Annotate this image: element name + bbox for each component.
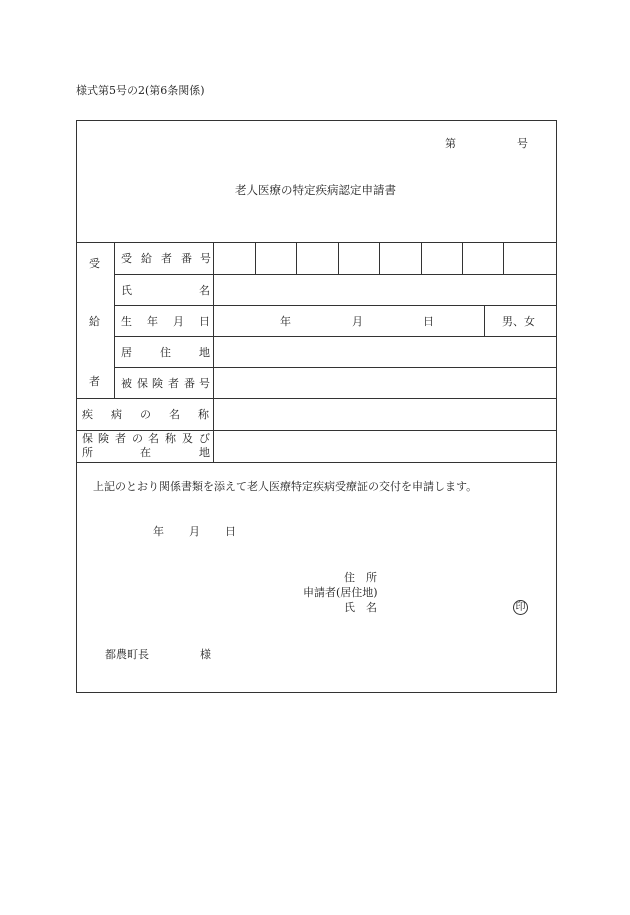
digit-box-line [338, 242, 339, 275]
table-top-line [76, 242, 557, 243]
number-prefix: 第 [445, 137, 456, 150]
birth-month-label: 月 [352, 315, 363, 328]
row-line [114, 336, 557, 337]
addressee-honorific: 様 [200, 648, 211, 661]
birth-day-label: 日 [423, 315, 434, 328]
table-bottom-line [76, 462, 557, 463]
recipient-group-char: 者 [89, 375, 100, 388]
application-year-label: 年 [153, 525, 164, 538]
applicant-address-label: 住 所 [344, 571, 377, 584]
applicant-label: 申請者(居住地) [303, 586, 378, 599]
group-column-line [114, 242, 115, 399]
recipient-group-char: 受 [89, 257, 100, 270]
application-day-label: 日 [225, 525, 236, 538]
application-form-frame [76, 120, 557, 693]
label-column-line [213, 242, 214, 462]
row-line [76, 398, 557, 399]
application-month-label: 月 [189, 525, 200, 538]
row-line [114, 367, 557, 368]
form-title: 老人医療の特定疾病認定申請書 [235, 183, 396, 197]
applicant-name-label: 氏 名 [344, 601, 377, 614]
sex-options: 男、女 [502, 315, 535, 328]
digit-box-line [296, 242, 297, 275]
declaration-text: 上記のとおり関係書類を添えて老人医療特定疾病受療証の交付を申請します。 [93, 480, 478, 493]
digit-box-line [421, 242, 422, 275]
number-suffix: 号 [517, 137, 528, 150]
form-number: 様式第5号の2(第6条関係) [76, 84, 205, 97]
addressee-title: 都農町長 [105, 648, 149, 661]
seal-mark-icon: 印 [513, 600, 528, 615]
row-line [76, 430, 557, 431]
digit-box-line [503, 242, 504, 275]
birth-year-label: 年 [280, 315, 291, 328]
row-line [114, 274, 557, 275]
sex-column-line [484, 305, 485, 337]
recipient-group-char: 給 [89, 315, 100, 328]
row-line [114, 305, 557, 306]
digit-box-line [462, 242, 463, 275]
digit-box-line [255, 242, 256, 275]
digit-box-line [379, 242, 380, 275]
